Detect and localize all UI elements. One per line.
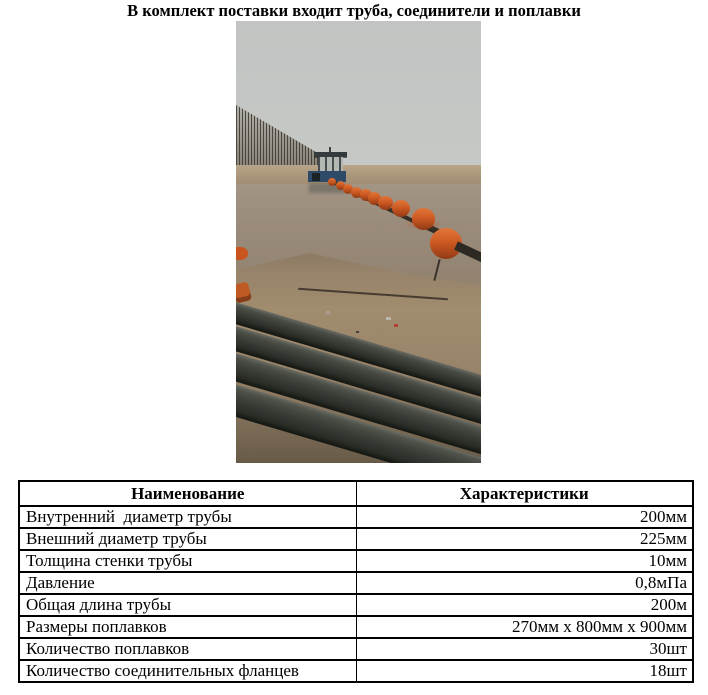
page-title: В комплект поставки входит труба, соединители и поплавки [127, 1, 581, 20]
debris [356, 331, 359, 333]
spec-value-cell: 200мм [356, 506, 693, 528]
table-row [19, 660, 693, 682]
spec-value-cell: 270мм х 800мм х 900мм [356, 616, 693, 638]
spec-value-cell: 200м [356, 594, 693, 616]
pipeline-float [392, 200, 410, 217]
spec-value-cell: 30шт [356, 638, 693, 660]
table-row [19, 616, 693, 638]
col-header-characteristics: Характеристики [356, 481, 693, 506]
spec-name-cell: Количество поплавков [19, 638, 356, 660]
spec-name-cell: Давление [19, 572, 356, 594]
pipeline-float [412, 208, 435, 230]
table-header-row [19, 481, 693, 506]
spec-name-cell: Размеры поплавков [19, 616, 356, 638]
spec-name-cell: Внешний диаметр трубы [19, 528, 356, 550]
table-row [19, 572, 693, 594]
spec-table [18, 480, 694, 683]
spec-value-cell: 10мм [356, 550, 693, 572]
debris [394, 324, 398, 327]
table-row [19, 550, 693, 572]
pipeline-float [378, 196, 393, 210]
far-sand-bank [236, 165, 481, 185]
spec-name-cell: Общая длина трубы [19, 594, 356, 616]
debris [326, 311, 330, 314]
spec-value-cell: 18шт [356, 660, 693, 682]
table-row [19, 638, 693, 660]
col-header-name: Наименование [19, 481, 356, 506]
table-row [19, 594, 693, 616]
pipeline-photo [236, 21, 481, 463]
spec-name-cell: Количество соединительных фланцев [19, 660, 356, 682]
spec-name-cell: Внутренний диаметр трубы [19, 506, 356, 528]
table-row [19, 528, 693, 550]
dredger-cabin [318, 157, 343, 172]
spec-value-cell: 0,8мПа [356, 572, 693, 594]
spec-name-cell: Толщина стенки трубы [19, 550, 356, 572]
debris [386, 317, 391, 320]
spec-value-cell: 225мм [356, 528, 693, 550]
dredger-hull-opening [312, 173, 320, 181]
pipeline-float [328, 178, 336, 186]
table-row [19, 506, 693, 528]
